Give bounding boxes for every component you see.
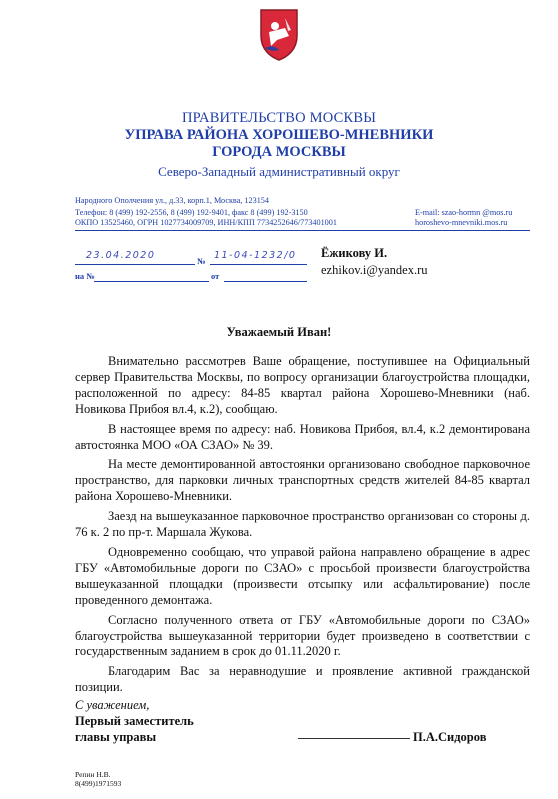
paragraph: Благодарим Вас за неравнодушие и проявление активной гражданской позиции. [75, 664, 530, 695]
city-title: ГОРОДА МОСКВЫ [212, 144, 346, 160]
codes-line: ОКПО 13525460, ОГРН 1027734009709, ИНН/КПП 7734252646/773401001 [75, 218, 337, 227]
moscow-coat-of-arms-icon [255, 6, 303, 62]
reference-number-label: на № [75, 271, 95, 281]
reference-date-label: от [211, 271, 220, 281]
reference-number-field [94, 269, 209, 282]
recipient-block [321, 245, 428, 279]
paragraph: В настоящее время по адресу: наб. Новикова Прибоя, вл.4, к.2 демонтирована автостоянка МОО «ОА СЗАО» № 39. [75, 421, 530, 452]
phones-line: Телефон: 8 (499) 192-2556, 8 (499) 192-9401, факс 8 (499) 192-3150 [75, 208, 308, 217]
executor-name: Репин Н.В. [75, 770, 111, 779]
paragraph: Одновременно сообщаю, что управой района направлено обращение в адрес ГБУ «Автомобильные дороги по СЗАО» с просьбой произвести благоустройства вышеуказанной площадки (произвести отсыпку или асфальтирование) после проведенного демонтажа. [75, 544, 530, 607]
number-value: 11-04-1232/0 [214, 250, 297, 261]
okrug-title: Северо-Западный административный округ [158, 164, 400, 179]
government-title: ПРАВИТЕЛЬСТВО МОСКВЫ [181, 110, 377, 126]
paragraph: Согласно полученного ответа от ГБУ «Автомобильные дороги по СЗАО» благоустройства вышеуказанной территории будет произведено в соответствии с государственным заданием в срок до 01.11.2020 г. [75, 612, 530, 659]
signature-line [298, 738, 410, 739]
date-value: 23.04.2020 [86, 250, 156, 261]
recipient-name: Ёжикову И. [321, 246, 388, 260]
email-contact: E-mail: szao-hormn @mos.ru [415, 208, 513, 217]
paragraph: Заезд на вышеуказанное парковочное пространство организован со стороны д. 76 к. 2 по пр-т. Маршала Жукова. [75, 509, 530, 540]
number-label: № [197, 256, 206, 266]
header-divider [75, 230, 530, 231]
signer-position-line1: Первый заместитель [75, 714, 194, 728]
letter-body [75, 354, 530, 700]
district-title: УПРАВА РАЙОНА ХОРОШЕВО-МНЕВНИКИ [124, 127, 434, 143]
signer-name: П.А.Сидоров [413, 730, 487, 744]
signer-position-line2: главы управы [75, 730, 157, 744]
address-line: Народного Ополчения ул., д.33, корп.1, Москва, 123154 [75, 196, 269, 205]
website-contact: horoshevo-mnevniki.mos.ru [415, 218, 508, 227]
closing-phrase: С уважением, [75, 698, 150, 712]
reference-date-field [224, 269, 307, 282]
signature-block [75, 697, 194, 745]
greeting: Уважаемый Иван! [226, 325, 332, 339]
paragraph: Внимательно рассмотрев Ваше обращение, поступившее на Официальный сервер Правительства Москвы, по вопросу организации благоустройства площадки, расположенной по адресу: 84-85 квартал района Хорошево-Мневники (наб. Новикова Прибоя вл.4, к.2), сообщаю. [75, 354, 530, 416]
paragraph: На месте демонтированной автостоянки организовано свободное парковочное пространство, для парковки личных транспортных средств жителей 84-85 квартал района Хорошево-Мневники. [75, 457, 530, 504]
recipient-email: ezhikov.i@yandex.ru [321, 263, 428, 277]
executor-phone: 8(499)1971593 [75, 779, 122, 788]
executor-block [75, 770, 121, 788]
